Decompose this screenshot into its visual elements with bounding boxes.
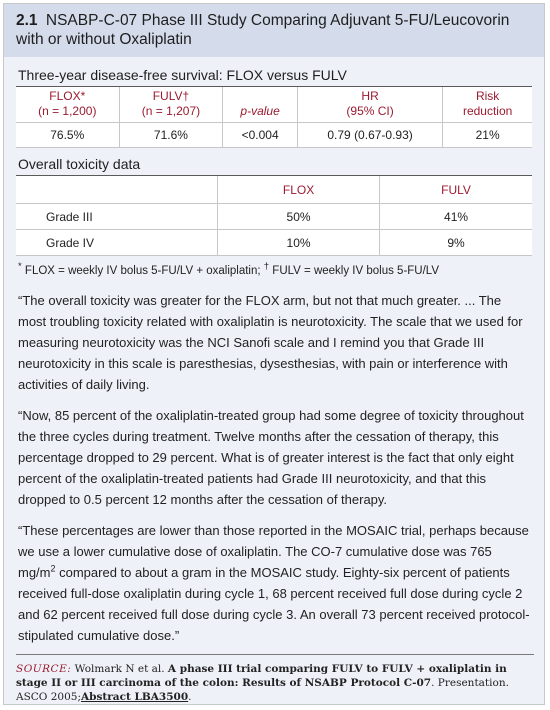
dfs-header-row: [16, 87, 532, 123]
quote-paragraph-3: “These percentages are lower than those reported in the MOSAIC trial, perhaps because we use a lower cumulative dose of oxaliplatin. The CO-7 cumulative dose was 765 $mg/m^2$ compared to about a gram in the MOSAIC study. Eighty-six percent of patients received full-dose oxaliplatin during cycle 1, 68 percent received full dose during cycle 2 and 62 percent received full dose during cycle 3. An overall 73 percent received protocol-stipulated cumulative dose.”: [18, 522, 530, 643]
tox-table: [16, 176, 532, 256]
cell-fulv: 41%: [380, 204, 532, 230]
figure-body: [4, 57, 544, 646]
abstract-link[interactable]: Abstract LBA3500: [81, 691, 189, 703]
source-citation: SOURCE: Wolmark N et al. A phase III trial comparing FULV to FULV + oxaliplatin in stage II or III carcinoma of the colon: Results of NSABP Protocol C-07. Presentation. ASCO 2005;Abstract LBA3500.: [16, 654, 534, 704]
source-label: SOURCE:: [16, 663, 72, 675]
cell-flox: 10%: [218, 230, 380, 256]
row-label: Grade IV: [16, 230, 218, 256]
col-flox: FLOX* (n = 1,200): [16, 87, 119, 123]
cell-pvalue: <0.004: [223, 123, 298, 148]
table-row: [16, 123, 532, 148]
dfs-table: [16, 87, 532, 148]
cell-flox: 76.5%: [16, 123, 119, 148]
tox-header-row: [16, 176, 532, 204]
quote-paragraph-1: “The overall toxicity was greater for the FLOX arm, but not that much greater. ... The most troubling toxicity related with oxaliplatin is neurotoxicity. The scale that we used for measuring neurotoxicity was the NCI Sanofi scale and I remind you that Grade III neurotoxicity in this scale is paresthesias, dysesthesias, with pain or interference with activities of daily living.: [18, 292, 523, 392]
quote-paragraph-2: “Now, 85 percent of the oxaliplatin-treated group had some degree of toxicity throughout the three cycles during treatment. Twelve months after the cessation of therapy, this percentage dropped to 29 percent. What is of greater interest is the fact that only eight percent of the oxaliplatin-treated patients had Grade III neurotoxicity, and that this dropped to 0.5 percent 12 months after the cessation of therapy.: [18, 407, 524, 507]
cell-fulv: 71.6%: [119, 123, 223, 148]
table-row: [16, 204, 532, 230]
figure-card: [3, 3, 545, 705]
col-risk: Risk reduction: [443, 87, 532, 123]
col-fulv: FULV† (n = 1,207): [119, 87, 223, 123]
cell-risk: 21%: [443, 123, 532, 148]
col-hr: HR (95% CI): [297, 87, 442, 123]
figure-title-text: NSABP-C-07 Phase III Study Comparing Adjuvant 5-FU/Leucovorin with or without Oxaliplatin: [16, 12, 510, 48]
row-label: Grade III: [16, 204, 218, 230]
quote-block: [16, 290, 532, 646]
dfs-heading: Three-year disease-free survival: FLOX versus FULV: [16, 65, 532, 87]
col-pvalue: p-value: [223, 87, 298, 123]
table-row: [16, 230, 532, 256]
source-title: A phase III trial comparing FULV to FULV + oxaliplatin in stage II or III carcinoma of the colon: Results of NSABP Protocol C-07: [16, 663, 507, 689]
figure-number: 2.1: [16, 12, 38, 29]
cell-hr: 0.79 (0.67-0.93): [297, 123, 442, 148]
col-fulv: FULV: [380, 176, 532, 204]
cell-flox: 50%: [218, 204, 380, 230]
tox-heading: Overall toxicity data: [16, 154, 532, 176]
col-flox: FLOX: [218, 176, 380, 204]
cell-fulv: 9%: [380, 230, 532, 256]
figure-title: [4, 4, 544, 57]
table-footnote: * FLOX = weekly IV bolus 5-FU/LV + oxaliplatin; † FULV = weekly IV bolus 5-FU/LV: [18, 261, 440, 277]
